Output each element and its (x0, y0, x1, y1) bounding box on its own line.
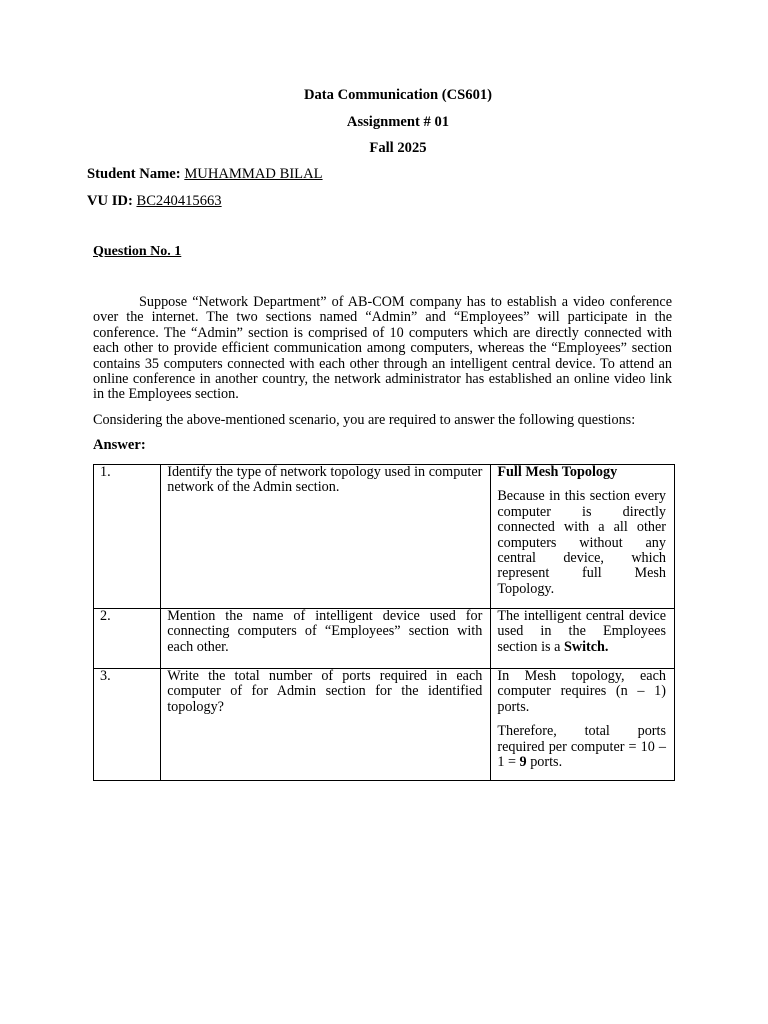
assignment-title: Assignment # 01 (346, 114, 450, 130)
row-answer (491, 609, 675, 669)
vu-id-value: BC240415663 (136, 193, 222, 209)
row-question: Identify the type of network topology used in computer network of the Admin section. (161, 465, 491, 609)
answer-table (93, 464, 675, 781)
row-number: 3. (94, 669, 161, 781)
answer-text: In Mesh topology, each computer requires (n – 1) ports. (497, 668, 666, 715)
vu-id-label: VU ID: (87, 193, 133, 209)
answer-text: Because in this section every computer is directly connected with a all other computers without any central device, which represent full Mesh Topology. (497, 488, 666, 597)
row-number: 2. (94, 609, 161, 669)
answer-text: ports. (526, 754, 563, 771)
vu-id-line (87, 194, 222, 209)
answer-label: Answer: (93, 437, 146, 453)
answer-text: Therefore, total ports required per computer = 10 – 1 = (497, 723, 666, 771)
student-name-line (87, 167, 323, 182)
instruction-paragraph: Considering the above-mentioned scenario, you are required to answer the following questions: (93, 412, 636, 428)
course-title: Data Communication (CS601) (303, 87, 493, 103)
table-row (94, 609, 675, 669)
row-number: 1. (94, 465, 161, 609)
answer-bold: Switch. (563, 638, 609, 655)
table-row (94, 669, 675, 781)
row-question: Mention the name of intelligent device used for connecting computers of “Employees” section with each other. (161, 609, 491, 669)
answer-bold: 9 (519, 754, 527, 771)
row-answer (491, 669, 675, 781)
row-question: Write the total number of ports required in each computer of for Admin section for the identified topology? (161, 669, 491, 781)
term-title: Fall 2025 (369, 140, 427, 156)
answer-title: Full Mesh Topology (497, 464, 618, 480)
question-title: Question No. 1 (93, 244, 182, 259)
answer-text: The intelligent central device used in the Employees section is a (497, 608, 666, 655)
table-row (94, 465, 675, 609)
row-answer (491, 465, 675, 609)
scenario-paragraph: Suppose “Network Department” of AB-COM company has to establish a video conference over the internet. The two sections named “Admin” and “Employees” will participate in the conference. The “Admin” section is comprised of 10 computers which are directly connected with each other to provide efficient communication among computers, whereas the “Employees” section contains 35 computers connected with each other through an intelligent central device. To attend an online conference in another country, the network administrator has established an online video link in the Employees section. (93, 294, 672, 403)
student-name-value: MUHAMMAD BILAL (184, 166, 323, 182)
student-name-label: Student Name: (87, 166, 181, 182)
